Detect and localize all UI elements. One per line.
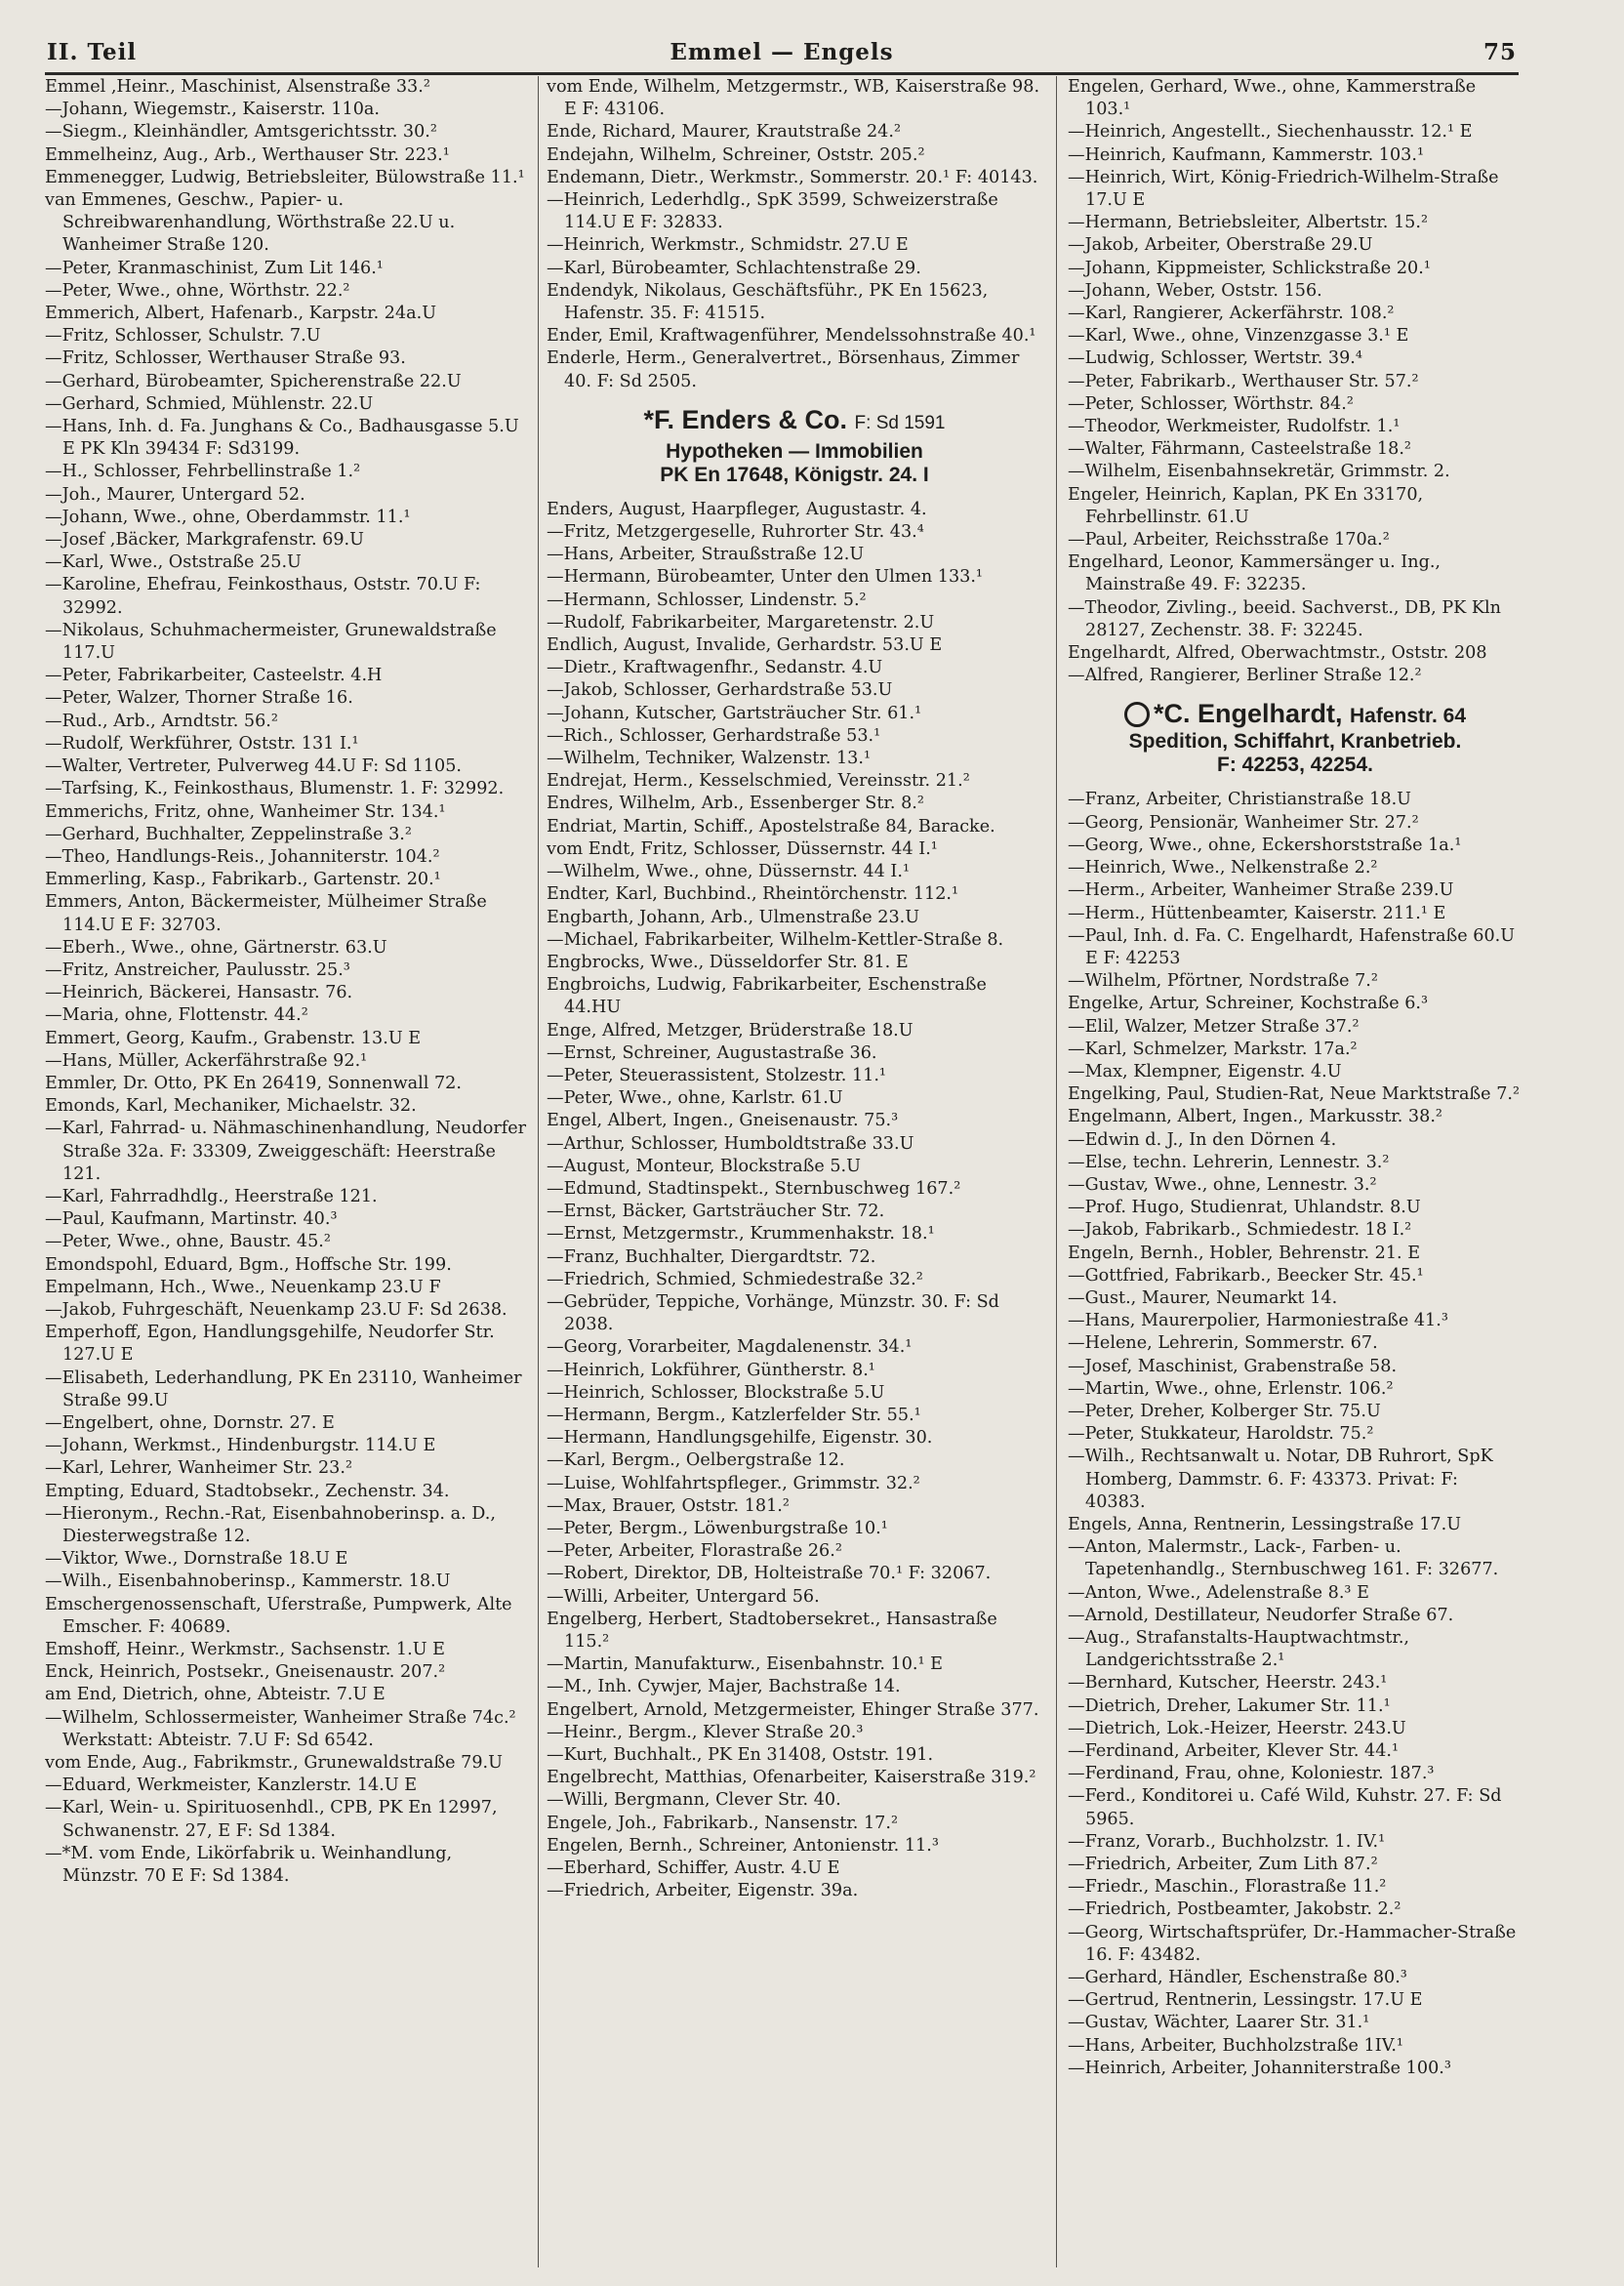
directory-entry: Endlich, August, Invalide, Gerhardstr. 53.U E bbox=[547, 635, 943, 656]
directory-entry: —Bernhard, Kutscher, Heerstr. 243.¹ bbox=[1068, 1673, 1388, 1694]
ad-address: Hafenstr. 64 bbox=[1349, 705, 1467, 728]
directory-entry: Empting, Eduard, Stadtobsekr., Zechenstr. 34. bbox=[45, 1481, 450, 1501]
directory-entry: Emmerich, Albert, Hafenarb., Karpstr. 24a.U bbox=[45, 304, 437, 324]
column-divider bbox=[538, 76, 539, 2267]
entry-list bbox=[45, 76, 529, 1888]
directory-entry: —Fritz, Schlosser, Werthauser Straße 93. bbox=[45, 348, 406, 369]
directory-entry: Engeln, Bernh., Hobler, Behrenstr. 21. E bbox=[1068, 1243, 1421, 1263]
directory-entry: —Siegm., Kleinhändler, Amtsgerichtsstr. 30.² bbox=[45, 122, 437, 143]
directory-entry: Enck, Heinrich, Postsekr., Gneisenaustr. 207.² bbox=[45, 1662, 446, 1683]
entry-list bbox=[547, 76, 1042, 393]
directory-entry: —Rud., Arb., Arndtstr. 56.² bbox=[45, 711, 278, 731]
directory-entry: —Heinrich, Werkmstr., Schmidstr. 27.U E bbox=[547, 235, 909, 256]
directory-entry: —Peter, Wwe., ohne, Wörthstr. 22.² bbox=[45, 280, 350, 301]
directory-entry: —Gebrüder, Teppiche, Vorhänge, Münzstr. 30. F: Sd 2038. bbox=[547, 1291, 999, 1335]
directory-entry: Emperhoff, Egon, Handlungsgehilfe, Neudorfer Str. 127.U E bbox=[45, 1323, 495, 1366]
directory-entry: Engelke, Artur, Schreiner, Kochstraße 6.³ bbox=[1068, 994, 1429, 1014]
name-range: Emmel — Engels bbox=[670, 39, 894, 65]
directory-entry: —Paul, Inh. d. Fa. C. Engelhardt, Hafenstraße 60.U E F: 42253 bbox=[1068, 925, 1516, 968]
directory-entry: —Peter, Arbeiter, Florastraße 26.² bbox=[547, 1541, 842, 1562]
directory-entry: —Willi, Arbeiter, Untergard 56. bbox=[547, 1586, 820, 1607]
directory-entry: —Josef ,Bäcker, Markgrafenstr. 69.U bbox=[45, 530, 364, 551]
directory-entry: —Herm., Arbeiter, Wanheimer Straße 239.U bbox=[1068, 880, 1454, 901]
directory-entry: Engelberg, Herbert, Stadtobersekret., Hansastraße 115.² bbox=[547, 1609, 997, 1652]
directory-entry: —Karl, Wwe., Oststraße 25.U bbox=[45, 552, 302, 573]
directory-entry: —Friedrich, Arbeiter, Zum Lith 87.² bbox=[1068, 1855, 1378, 1875]
column-3 bbox=[1068, 76, 1522, 2263]
directory-entry: —Peter, Stukkateur, Haroldstr. 75.² bbox=[1068, 1424, 1374, 1445]
directory-entry: —Georg, Wirtschaftsprüfer, Dr.-Hammacher-Straße 16. F: 43482. bbox=[1068, 1922, 1517, 1965]
directory-entry: —Helene, Lehrerin, Sommerstr. 67. bbox=[1068, 1333, 1378, 1354]
column-2 bbox=[547, 76, 1042, 2263]
directory-entry: —Wilhelm, Eisenbahnsekretär, Grimmstr. 2. bbox=[1068, 462, 1450, 482]
directory-entry: —Rudolf, Fabrikarbeiter, Margaretenstr. 2.U bbox=[547, 612, 935, 633]
directory-entry: Engelking, Paul, Studien-Rat, Neue Marktstraße 7.² bbox=[1068, 1084, 1521, 1105]
directory-entry: Emmers, Anton, Bäckermeister, Mülheimer Straße 114.U E F: 32703. bbox=[45, 892, 487, 935]
directory-entry: —Franz, Arbeiter, Christianstraße 18.U bbox=[1068, 790, 1411, 810]
directory-entry: —Wilhelm, Techniker, Walzenstr. 13.¹ bbox=[547, 749, 871, 769]
directory-entry: —Karl, Rangierer, Ackerfährstr. 108.² bbox=[1068, 304, 1395, 324]
directory-entry: —Arnold, Destillateur, Neudorfer Straße 67. bbox=[1068, 1605, 1454, 1625]
directory-entry: —Hermann, Bergm., Katzlerfelder Str. 55.¹ bbox=[547, 1405, 921, 1425]
directory-entry: —Heinr., Bergm., Klever Straße 20.³ bbox=[547, 1722, 864, 1742]
column-divider bbox=[1056, 76, 1057, 2267]
directory-entry: —Eberhard, Schiffer, Austr. 4.U E bbox=[547, 1858, 840, 1879]
directory-entry: —Walter, Fährmann, Casteelstraße 18.² bbox=[1068, 439, 1411, 460]
directory-entry: Enders, August, Haarpfleger, Augustastr. 4. bbox=[547, 499, 927, 519]
directory-entry: Endrejat, Herm., Kesselschmied, Vereinsstr. 21.² bbox=[547, 771, 970, 792]
directory-entry: —Max, Klempner, Eigenstr. 4.U bbox=[1068, 1061, 1342, 1082]
directory-entry: —Viktor, Wwe., Dornstraße 18.U E bbox=[45, 1549, 348, 1570]
directory-entry: —Robert, Direktor, DB, Holteistraße 70.¹ F: 32067. bbox=[547, 1564, 992, 1584]
directory-entry: —Franz, Buchhalter, Diergardtstr. 72. bbox=[547, 1246, 876, 1267]
directory-entry: —Arthur, Schlosser, Humboldtstraße 33.U bbox=[547, 1133, 914, 1154]
directory-entry: —Alfred, Rangierer, Berliner Straße 12.² bbox=[1068, 666, 1422, 686]
directory-entry: —Martin, Wwe., ohne, Erlenstr. 106.² bbox=[1068, 1378, 1394, 1399]
directory-entry: —Karl, Fahrrad- u. Nähmaschinenhandlung, Neudorfer Straße 32a. F: 33309, Zweiggeschäft: Heerstraße 121. bbox=[45, 1119, 527, 1184]
directory-entry: Engelen, Bernh., Schreiner, Antonienstr. 11.³ bbox=[547, 1835, 939, 1856]
directory-entry: —Paul, Arbeiter, Reichsstraße 170a.² bbox=[1068, 530, 1390, 551]
directory-entry: Endejahn, Wilhelm, Schreiner, Oststr. 205.² bbox=[547, 144, 925, 165]
directory-entry: —Friedrich, Schmied, Schmiedestraße 32.² bbox=[547, 1269, 923, 1289]
directory-entry: —Karl, Lehrer, Wanheimer Str. 23.² bbox=[45, 1458, 353, 1479]
directory-entry: —Heinrich, Schlosser, Blockstraße 5.U bbox=[547, 1382, 885, 1403]
directory-entry: —Theodor, Zivling., beeid. Sachverst., DB, PK Kln 28127, Zechenstr. 38. F: 32245. bbox=[1068, 597, 1502, 640]
directory-entry: —Peter, Fabrikarb., Werthauser Str. 57.² bbox=[1068, 371, 1419, 391]
ad-firm-name: *C. Engelhardt, bbox=[1153, 699, 1343, 729]
directory-entry: —Ernst, Schreiner, Augustastraße 36. bbox=[547, 1042, 877, 1063]
directory-entry: —Eberh., Wwe., ohne, Gärtnerstr. 63.U bbox=[45, 937, 387, 958]
directory-entry: —Peter, Dreher, Kolberger Str. 75.U bbox=[1068, 1401, 1381, 1421]
directory-entry: —Fritz, Anstreicher, Paulusstr. 25.³ bbox=[45, 959, 350, 980]
directory-entry: —Engelbert, ohne, Dornstr. 27. E bbox=[45, 1412, 335, 1433]
directory-entry: Emmler, Dr. Otto, PK En 26419, Sonnenwall 72. bbox=[45, 1073, 462, 1093]
directory-entry: —Hans, Arbeiter, Buchholzstraße 1IV.¹ bbox=[1068, 2035, 1403, 2056]
ad-phone: F: Sd 1591 bbox=[854, 412, 946, 433]
directory-entry: —Dietr., Kraftwagenfhr., Sedanstr. 4.U bbox=[547, 658, 883, 678]
directory-entry: —H., Schlosser, Fehrbellinstraße 1.² bbox=[45, 462, 361, 482]
seal-icon bbox=[1124, 702, 1150, 727]
directory-entry: Emondspohl, Eduard, Bgm., Hoffsche Str. 199. bbox=[45, 1254, 452, 1275]
directory-entry: —Peter, Schlosser, Wörthstr. 84.² bbox=[1068, 393, 1354, 414]
directory-entry: —Tarfsing, K., Feinkosthaus, Blumenstr. 1. F: 32992. bbox=[45, 779, 505, 799]
directory-entry: Endriat, Martin, Schiff., Apostelstraße 84, Baracke. bbox=[547, 816, 995, 837]
directory-entry: —Elil, Walzer, Metzer Straße 37.² bbox=[1068, 1016, 1360, 1037]
directory-entry: —Johann, Kutscher, Gartsträucher Str. 61.¹ bbox=[547, 703, 922, 723]
directory-entry: Engelmann, Albert, Ingen., Markusstr. 38.² bbox=[1068, 1107, 1442, 1127]
directory-entry: —Herm., Hüttenbeamter, Kaiserstr. 211.¹ E bbox=[1068, 903, 1446, 923]
directory-entry: vom Endt, Fritz, Schlosser, Düssernstr. 44 I.¹ bbox=[547, 838, 938, 859]
entry-list bbox=[547, 499, 1042, 1903]
directory-entry: —*M. vom Ende, Likörfabrik u. Weinhandlung, Münzstr. 70 E F: Sd 1384. bbox=[45, 1843, 453, 1887]
directory-entry: —Kurt, Buchhalt., PK En 31408, Oststr. 191. bbox=[547, 1745, 934, 1766]
directory-entry: —Wilhelm, Wwe., ohne, Düssernstr. 44 I.¹ bbox=[547, 862, 911, 882]
ad-line: PK En 17648, Königstr. 24. I bbox=[660, 463, 929, 486]
directory-entry: —August, Monteur, Blockstraße 5.U bbox=[547, 1156, 861, 1176]
directory-entry: —Jakob, Fabrikarb., Schmiedestr. 18 I.² bbox=[1068, 1220, 1412, 1241]
directory-entry: Engbarth, Johann, Arb., Ulmenstraße 23.U bbox=[547, 907, 920, 927]
directory-entry: —Heinrich, Angestellt., Siechenhausstr. 12.¹ E bbox=[1068, 122, 1473, 143]
directory-entry: —Johann, Weber, Oststr. 156. bbox=[1068, 280, 1322, 301]
entry-list bbox=[1068, 789, 1522, 2080]
directory-entry: —Ferdinand, Frau, ohne, Koloniestr. 187.³ bbox=[1068, 1764, 1435, 1784]
directory-entry: Ende, Richard, Maurer, Krautstraße 24.² bbox=[547, 122, 901, 143]
directory-entry: —Luise, Wohlfahrtspfleger., Grimmstr. 32.² bbox=[547, 1473, 920, 1493]
directory-entry: —Peter, Fabrikarbeiter, Casteelstr. 4.H bbox=[45, 666, 383, 686]
directory-entry: —Fritz, Schlosser, Schulstr. 7.U bbox=[45, 326, 321, 347]
directory-entry: —Eduard, Werkmeister, Kanzlerstr. 14.U E bbox=[45, 1776, 418, 1796]
directory-entry: —Peter, Wwe., ohne, Karlstr. 61.U bbox=[547, 1088, 843, 1109]
directory-entry: —Joh., Maurer, Untergard 52. bbox=[45, 484, 305, 505]
directory-entry: —Karl, Fahrradhdlg., Heerstraße 121. bbox=[45, 1186, 378, 1206]
directory-entry: —Gertrud, Rentnerin, Lessingstr. 17.U E bbox=[1068, 1990, 1423, 2011]
directory-entry: —M., Inh. Cywjer, Majer, Bachstraße 14. bbox=[547, 1677, 901, 1697]
directory-entry: Engelen, Gerhard, Wwe., ohne, Kammerstraße 103.¹ bbox=[1068, 77, 1477, 120]
directory-entry: Emonds, Karl, Mechaniker, Michaelstr. 32. bbox=[45, 1096, 417, 1117]
directory-entry: Emshoff, Heinr., Werkmstr., Sachsenstr. 1.U E bbox=[45, 1640, 445, 1660]
directory-entry: —Wilhelm, Pförtner, Nordstraße 7.² bbox=[1068, 971, 1378, 992]
directory-entry: —Dietrich, Dreher, Lakumer Str. 11.¹ bbox=[1068, 1695, 1391, 1716]
directory-entry: —Friedrich, Postbeamter, Jakobstr. 2.² bbox=[1068, 1899, 1401, 1920]
directory-entry: —Heinrich, Lokführer, Güntherstr. 8.¹ bbox=[547, 1360, 875, 1380]
directory-entry: —Wilh., Rechtsanwalt u. Notar, DB Ruhrort, SpK Homberg, Dammstr. 6. F: 43373. Privat: F: 40383. bbox=[1068, 1447, 1493, 1512]
directory-entry: Emmerling, Kasp., Fabrikarb., Gartenstr. 20.¹ bbox=[45, 870, 441, 890]
directory-entry: —Wilhelm, Schlossermeister, Wanheimer Straße 74c.² Werkstatt: Abteistr. 7.U F: Sd 6542. bbox=[45, 1707, 516, 1750]
directory-entry: am End, Dietrich, ohne, Abteistr. 7.U E bbox=[45, 1685, 386, 1705]
directory-entry: —Theodor, Werkmeister, Rudolfstr. 1.¹ bbox=[1068, 417, 1401, 437]
directory-entry: Endemann, Dietr., Werkmstr., Sommerstr. 20.¹ F: 40143. bbox=[547, 167, 1038, 187]
directory-entry: —Ferd., Konditorei u. Café Wild, Kuhstr. 27. F: Sd 5965. bbox=[1068, 1786, 1502, 1829]
directory-entry: Empelmann, Hch., Wwe., Neuenkamp 23.U F bbox=[45, 1277, 441, 1297]
directory-entry: —Franz, Vorarb., Buchholzstr. 1. IV.¹ bbox=[1068, 1831, 1386, 1852]
directory-entry: Endter, Karl, Buchbind., Rheintörchenstr. 112.¹ bbox=[547, 884, 959, 905]
directory-entry: —Hans, Inh. d. Fa. Junghans & Co., Badhausgasse 5.U E PK Kln 39434 F: Sd3199. bbox=[45, 417, 519, 460]
directory-entry: —Jakob, Fuhrgeschäft, Neuenkamp 23.U F: Sd 2638. bbox=[45, 1299, 508, 1320]
directory-entry: —Theo, Handlungs-Reis., Johanniterstr. 104.² bbox=[45, 846, 440, 867]
directory-entry: Emmert, Georg, Kaufm., Grabenstr. 13.U E bbox=[45, 1028, 422, 1048]
directory-entry: —Ernst, Metzgermstr., Krummenhakstr. 18.¹ bbox=[547, 1224, 935, 1245]
directory-entry: —Rudolf, Werkführer, Oststr. 131 I.¹ bbox=[45, 733, 359, 754]
directory-entry: —Gerhard, Bürobeamter, Spicherenstraße 22.U bbox=[45, 371, 462, 391]
directory-entry: —Anton, Malermstr., Lack-, Farben- u. Tapetenhandlg., Sternbuschweg 161. F: 32677. bbox=[1068, 1537, 1499, 1580]
directory-entry: —Hans, Arbeiter, Straußstraße 12.U bbox=[547, 545, 865, 565]
ad-firm-name: *F. Enders & Co. bbox=[643, 404, 848, 434]
directory-entry: —Karl, Bürobeamter, Schlachtenstraße 29. bbox=[547, 258, 921, 278]
entry-list bbox=[1068, 76, 1522, 687]
directory-entry: —Ludwig, Schlosser, Wertstr. 39.⁴ bbox=[1068, 348, 1362, 369]
page-header bbox=[47, 39, 1517, 70]
directory-entry: —Peter, Kranmaschinist, Zum Lit 146.¹ bbox=[45, 258, 384, 278]
directory-entry: —Gust., Maurer, Neumarkt 14. bbox=[1068, 1287, 1338, 1308]
directory-entry: —Hermann, Betriebsleiter, Albertstr. 15.² bbox=[1068, 213, 1429, 233]
directory-entry: —Georg, Wwe., ohne, Eckershorststraße 1a.¹ bbox=[1068, 835, 1462, 855]
directory-entry: —Johann, Wwe., ohne, Oberdammstr. 11.¹ bbox=[45, 507, 411, 527]
directory-entry: Enderle, Herm., Generalvertret., Börsenhaus, Zimmer 40. F: Sd 2505. bbox=[547, 348, 1020, 391]
directory-entry: —Walter, Vertreter, Pulverweg 44.U F: Sd 1105. bbox=[45, 756, 463, 777]
directory-entry: Endendyk, Nikolaus, Geschäftsführ., PK En 15623, Hafenstr. 35. F: 41515. bbox=[547, 280, 989, 324]
directory-entry: —Elisabeth, Lederhandlung, PK En 23110, Wanheimer Straße 99.U bbox=[45, 1368, 522, 1410]
directory-entry: Engbrocks, Wwe., Düsseldorfer Str. 81. E bbox=[547, 952, 909, 972]
directory-entry: —Jakob, Arbeiter, Oberstraße 29.U bbox=[1068, 235, 1373, 256]
directory-entry: —Hermann, Schlosser, Lindenstr. 5.² bbox=[547, 590, 867, 610]
directory-entry: Engelhard, Leonor, Kammersänger u. Ing., Mainstraße 49. F: 32235. bbox=[1068, 552, 1441, 595]
directory-entry: —Georg, Vorarbeiter, Magdalenenstr. 34.¹ bbox=[547, 1337, 913, 1358]
directory-entry: Engele, Joh., Fabrikarb., Nansenstr. 17.² bbox=[547, 1813, 899, 1833]
directory-entry: —Peter, Walzer, Thorner Straße 16. bbox=[45, 688, 353, 709]
directory-entry: Ender, Emil, Kraftwagenführer, Mendelssohnstraße 40.¹ bbox=[547, 326, 1036, 347]
directory-entry: —Friedr., Maschin., Florastraße 11.² bbox=[1068, 1877, 1387, 1898]
directory-entry: —Ernst, Bäcker, Gartsträucher Str. 72. bbox=[547, 1202, 885, 1222]
directory-entry: —Heinrich, Wirt, König-Friedrich-Wilhelm-Straße 17.U E bbox=[1068, 167, 1499, 211]
directory-entry: —Karoline, Ehefrau, Feinkosthaus, Oststr. 70.U F: 32992. bbox=[45, 575, 481, 618]
directory-entry: —Karl, Schmelzer, Markstr. 17a.² bbox=[1068, 1039, 1358, 1059]
directory-entry: —Hans, Maurerpolier, Harmoniestraße 41.³ bbox=[1068, 1311, 1448, 1331]
directory-entry: —Michael, Fabrikarbeiter, Wilhelm-Kettler-Straße 8. bbox=[547, 929, 1004, 950]
directory-entry: —Karl, Bergm., Oelbergstraße 12. bbox=[547, 1450, 845, 1471]
directory-entry: —Heinrich, Arbeiter, Johanniterstraße 100.³ bbox=[1068, 2058, 1451, 2078]
directory-entry: —Max, Brauer, Oststr. 181.² bbox=[547, 1495, 790, 1516]
directory-entry: —Peter, Steuerassistent, Stolzestr. 11.¹ bbox=[547, 1065, 886, 1085]
directory-entry: —Maria, ohne, Flottenstr. 44.² bbox=[45, 1005, 308, 1026]
directory-entry: —Karl, Wwe., ohne, Vinzenzgasse 3.¹ E bbox=[1068, 326, 1409, 347]
directory-entry: —Hermann, Handlungsgehilfe, Eigenstr. 30. bbox=[547, 1428, 933, 1449]
column-1 bbox=[45, 76, 529, 2263]
directory-entry: Engel, Albert, Ingen., Gneisenaustr. 75.³ bbox=[547, 1111, 899, 1131]
directory-entry: Engels, Anna, Rentnerin, Lessingstraße 17.U bbox=[1068, 1514, 1462, 1534]
directory-entry: Emschergenossenschaft, Uferstraße, Pumpwerk, Alte Emscher. F: 40689. bbox=[45, 1594, 512, 1637]
directory-entry: —Anton, Wwe., Adelenstraße 8.³ E bbox=[1068, 1582, 1369, 1603]
directory-entry: —Willi, Bergmann, Clever Str. 40. bbox=[547, 1790, 841, 1811]
directory-entry: Emmel ,Heinr., Maschinist, Alsenstraße 33.² bbox=[45, 77, 430, 97]
directory-entry: —Hieronym., Rechn.-Rat, Eisenbahnoberinsp. a. D., Diesterwegstraße 12. bbox=[45, 1503, 496, 1546]
directory-entry: van Emmenes, Geschw., Papier- u. Schreibwarenhandlung, Wörthstraße 22.U u. Wanheimer Straße 120. bbox=[45, 190, 456, 256]
directory-entry: —Gottfried, Fabrikarb., Beecker Str. 45.¹ bbox=[1068, 1265, 1424, 1286]
header-rule bbox=[45, 72, 1519, 75]
directory-entry: —Dietrich, Lok.-Heizer, Heerstr. 243.U bbox=[1068, 1718, 1406, 1738]
directory-entry: —Peter, Bergm., Löwenburgstraße 10.¹ bbox=[547, 1518, 888, 1538]
directory-entry: —Hermann, Bürobeamter, Unter den Ulmen 133.¹ bbox=[547, 567, 983, 588]
directory-entry: Engelhardt, Alfred, Oberwachtmstr., Oststr. 208 bbox=[1068, 643, 1487, 664]
directory-entry: —Gustav, Wwe., ohne, Lennestr. 3.² bbox=[1068, 1174, 1377, 1195]
enders-advertisement bbox=[547, 403, 1042, 487]
directory-entry: —Jakob, Schlosser, Gerhardstraße 53.U bbox=[547, 680, 893, 701]
directory-entry: —Georg, Pensionär, Wanheimer Str. 27.² bbox=[1068, 812, 1419, 833]
directory-entry: —Edwin d. J., In den Dörnen 4. bbox=[1068, 1129, 1337, 1150]
directory-entry: Engelbrecht, Matthias, Ofenarbeiter, Kaiserstraße 319.² bbox=[547, 1768, 1036, 1788]
directory-entry: —Peter, Wwe., ohne, Baustr. 45.² bbox=[45, 1232, 331, 1252]
part-label: II. Teil bbox=[47, 39, 138, 65]
directory-entry: —Johann, Werkmst., Hindenburgstr. 114.U E bbox=[45, 1436, 436, 1456]
ad-line: F: 42253, 42254. bbox=[1217, 754, 1373, 777]
directory-entry: —Rich., Schlosser, Gerhardstraße 53.¹ bbox=[547, 725, 881, 746]
directory-entry: —Johann, Kippmeister, Schlickstraße 20.¹ bbox=[1068, 258, 1431, 278]
directory-entry: Emmelheinz, Aug., Arb., Werthauser Str. 223.¹ bbox=[45, 144, 450, 165]
directory-entry: —Heinrich, Lederhdlg., SpK 3599, Schweizerstraße 114.U E F: 32833. bbox=[547, 190, 998, 233]
directory-entry: —Hans, Müller, Ackerfährstraße 92.¹ bbox=[45, 1050, 368, 1071]
directory-entry: —Heinrich, Bäckerei, Hansastr. 76. bbox=[45, 983, 353, 1003]
directory-entry: —Friedrich, Arbeiter, Eigenstr. 39a. bbox=[547, 1881, 859, 1901]
directory-entry: Emmerichs, Fritz, ohne, Wanheimer Str. 134.¹ bbox=[45, 801, 446, 822]
directory-entry: vom Ende, Aug., Fabrikmstr., Grunewaldstraße 79.U bbox=[45, 1753, 503, 1774]
directory-entry: Engeler, Heinrich, Kaplan, PK En 33170, Fehrbellinstr. 61.U bbox=[1068, 484, 1424, 527]
directory-entry: —Ferdinand, Arbeiter, Klever Str. 44.¹ bbox=[1068, 1741, 1400, 1762]
directory-entry: —Karl, Wein- u. Spirituosenhdl., CPB, PK En 12997, Schwanenstr. 27, E F: Sd 1384. bbox=[45, 1798, 498, 1841]
directory-entry: —Paul, Kaufmann, Martinstr. 40.³ bbox=[45, 1209, 338, 1230]
directory-entry: —Gerhard, Schmied, Mühlenstr. 22.U bbox=[45, 393, 374, 414]
engelhardt-advertisement bbox=[1068, 697, 1522, 777]
ad-line: Spedition, Schiffahrt, Kranbetrieb. bbox=[1128, 730, 1462, 754]
directory-entry: Emmenegger, Ludwig, Betriebsleiter, Bülowstraße 11.¹ bbox=[45, 167, 525, 187]
directory-entry: —Johann, Wiegemstr., Kaiserstr. 110a. bbox=[45, 100, 380, 120]
directory-entry: —Prof. Hugo, Studienrat, Uhlandstr. 8.U bbox=[1068, 1198, 1421, 1218]
directory-entry: —Gustav, Wächter, Laarer Str. 31.¹ bbox=[1068, 2013, 1370, 2033]
directory-entry: —Fritz, Metzgergeselle, Ruhrorter Str. 43.⁴ bbox=[547, 522, 924, 543]
directory-entry: —Heinrich, Kaufmann, Kammerstr. 103.¹ bbox=[1068, 144, 1425, 165]
directory-entry: —Else, techn. Lehrerin, Lennestr. 3.² bbox=[1068, 1152, 1390, 1172]
page-number: 75 bbox=[1482, 39, 1517, 65]
directory-entry: vom Ende, Wilhelm, Metzgermstr., WB, Kaiserstraße 98. E F: 43106. bbox=[547, 77, 1040, 120]
directory-entry: —Nikolaus, Schuhmachermeister, Grunewaldstraße 117.U bbox=[45, 620, 497, 664]
directory-entry: Engelbert, Arnold, Metzgermeister, Ehinger Straße 377. bbox=[547, 1699, 1039, 1720]
directory-entry: —Aug., Strafanstalts-Hauptwachtmstr., Landgerichtsstraße 2.¹ bbox=[1068, 1628, 1410, 1671]
directory-entry: —Edmund, Stadtinspekt., Sternbuschweg 167.² bbox=[547, 1178, 961, 1199]
directory-entry: —Martin, Manufakturw., Eisenbahnstr. 10.¹ E bbox=[547, 1654, 943, 1675]
directory-entry: —Gerhard, Buchhalter, Zeppelinstraße 3.² bbox=[45, 824, 412, 844]
directory-entry: —Wilh., Eisenbahnoberinsp., Kammerstr. 18.U bbox=[45, 1572, 451, 1592]
directory-entry: —Gerhard, Händler, Eschenstraße 80.³ bbox=[1068, 1968, 1407, 1988]
directory-entry: Endres, Wilhelm, Arb., Essenberger Str. 8.² bbox=[547, 794, 924, 814]
ad-line: Hypotheken — Immobilien bbox=[666, 439, 923, 463]
directory-entry: Enge, Alfred, Metzger, Brüderstraße 18.U bbox=[547, 1020, 914, 1041]
directory-entry: Engbroichs, Ludwig, Fabrikarbeiter, Eschenstraße 44.HU bbox=[547, 975, 987, 1018]
directory-entry: —Heinrich, Wwe., Nelkenstraße 2.² bbox=[1068, 858, 1378, 878]
directory-entry: —Josef, Maschinist, Grabenstraße 58. bbox=[1068, 1356, 1398, 1376]
